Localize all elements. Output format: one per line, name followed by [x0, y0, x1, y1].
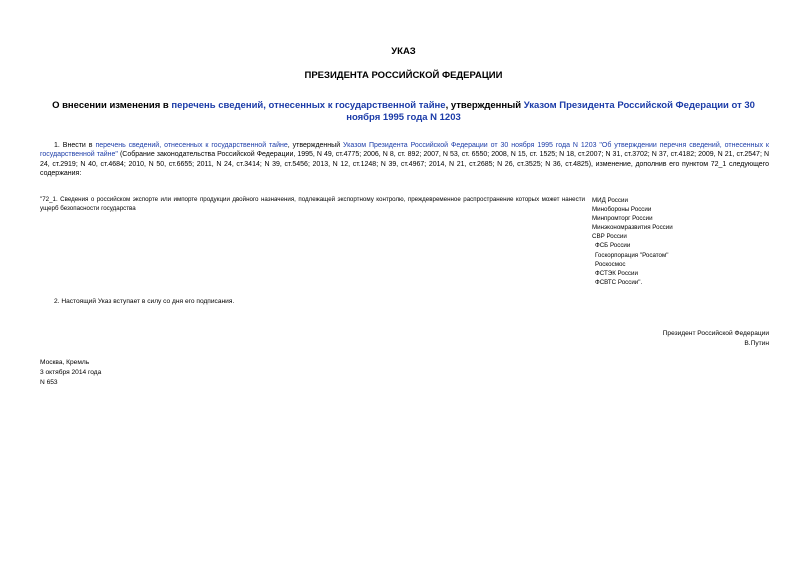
subject-middle: , утвержденный: [445, 100, 524, 111]
agency-item: Минэкономразвития России: [592, 224, 673, 232]
agency-item: ФСБ России: [595, 242, 631, 250]
document-subject: [40, 100, 767, 123]
agency-item: Минпромторг России: [592, 215, 653, 223]
paragraph-1-part2: , утвержденный: [287, 142, 344, 149]
agency-item: МИД России: [592, 197, 628, 204]
subject-prefix: О внесении изменения в: [52, 100, 172, 111]
signature-position: Президент Российской Федерации: [662, 330, 769, 337]
agency-item: СВР России: [592, 233, 627, 241]
document-title: УКАЗ: [391, 46, 416, 57]
agency-item: ФСТЭК России: [595, 269, 638, 277]
paragraph-1: [40, 141, 769, 179]
decree-date: 3 октября 2014 года: [40, 369, 102, 376]
agency-item: Роскосмос: [595, 260, 626, 268]
decree-number: N 653: [40, 379, 58, 386]
paragraph-1-link-decree[interactable]: Указом Президента Российской Федерации от 30 ноября 1995 года N 1203 "Об утверждении перечня сведений, отнесенных к государственной тайне": [40, 142, 769, 159]
signature-block: [663, 329, 769, 349]
place-date-block: [40, 358, 101, 388]
agency-item: Минобороны России: [592, 206, 652, 214]
paragraph-1-rest: (Собрание законодательства Российской Федерации, 1995, N 49, ст.4775; 2006, N 8, ст. 892; 2007, N 53, ст. 6550; 2008, N 15, ст. 1525; N 18, ст.2007; N 31, ст.3702; N 37, ст.4182; 2009, N 21, ст.2547; N 24, ст.2919; N 40, ст.4684; 2010, N 50, ст.6655; 2011, N 24, ст.3414; N 39, ст.5456; 2013, N 12, ст.1248; N 39, ст.4967; 2014, N 21, ст.2685; N 26, ст.3525; N 36, ст.4825), изменение, дополнив его пунктом 72_1 следующего содержания:: [40, 151, 769, 178]
agency-item: Госкорпорация "Росатом": [595, 251, 669, 259]
paragraph-1-start: 1. Внести в: [54, 142, 96, 149]
place-city: Москва, Кремль: [40, 359, 90, 366]
subject-link-decree[interactable]: Указом Президента Российской Федерации от 30 ноября 1995 года N 1203: [346, 100, 755, 123]
agency-list: [592, 196, 762, 287]
agency-item: ФСВТС России".: [595, 278, 643, 286]
document-subtitle: ПРЕЗИДЕНТА РОССИЙСКОЙ ФЕДЕРАЦИИ: [304, 70, 503, 81]
paragraph-1-link-list[interactable]: перечень сведений, отнесенных к государственной тайне: [95, 142, 288, 149]
subject-link-list[interactable]: перечень сведений, отнесенных к государственной тайне: [171, 100, 446, 111]
item-72-1-text: "72_1. Сведения о российском экспорте или импорте продукции двойного назначения, подлежащей экспортному контролю, преждевременное распространение которых может нанести ущерб безопасности государства: [40, 196, 585, 212]
signature-name: В.Путин: [744, 340, 769, 347]
paragraph-2: 2. Настоящий Указ вступает в силу со дня его подписания.: [54, 298, 235, 305]
